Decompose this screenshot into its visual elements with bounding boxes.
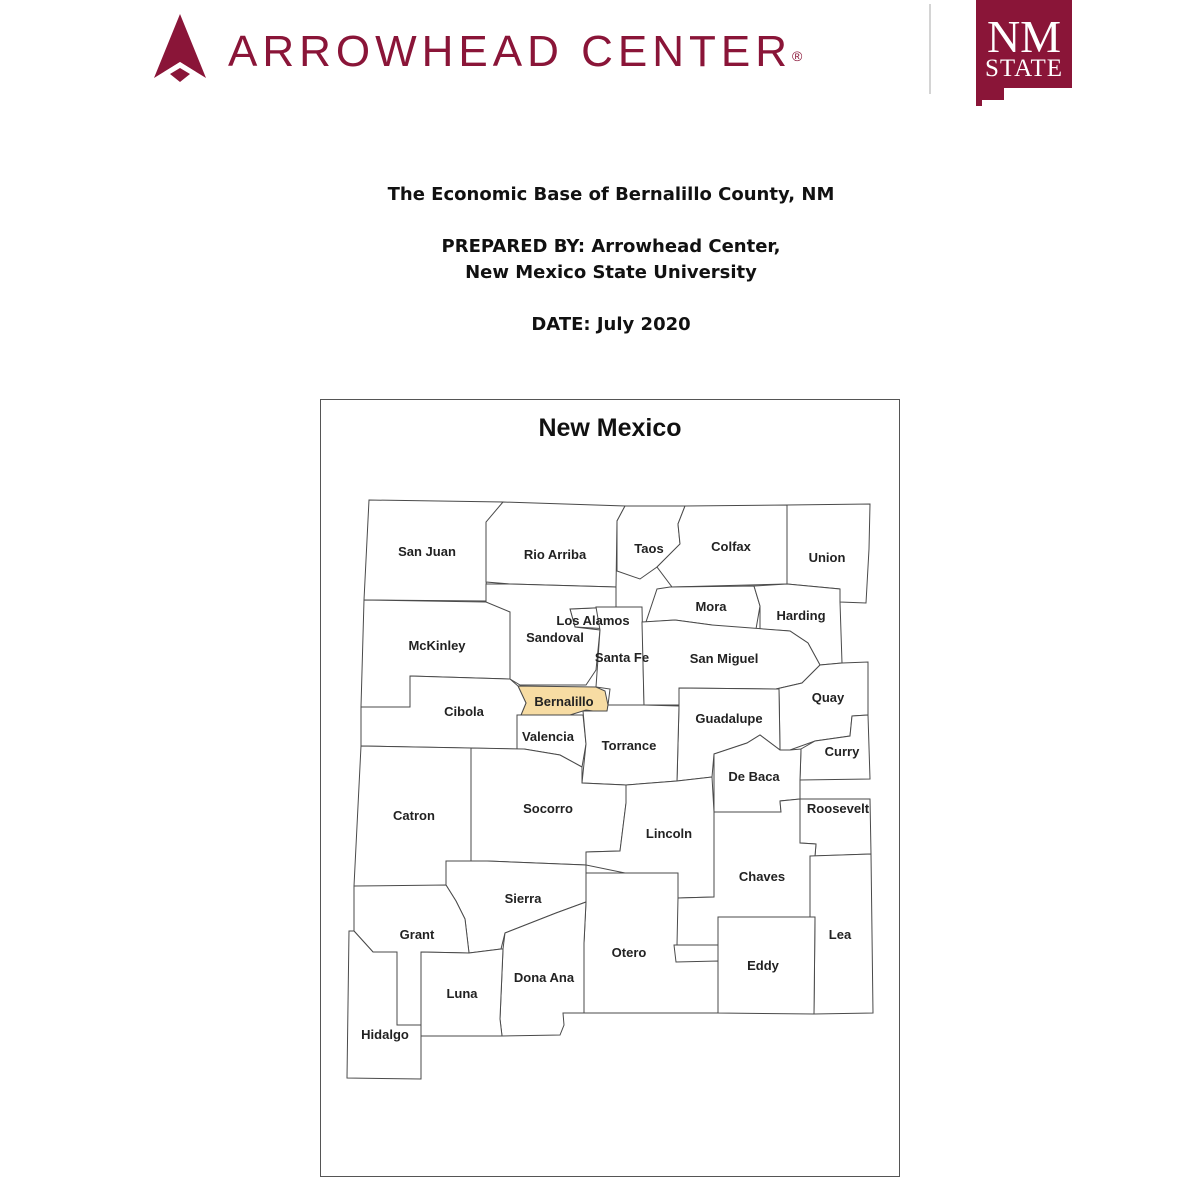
county-label: Sandoval [526, 630, 584, 645]
county-label: Cibola [444, 704, 484, 719]
county-label: San Juan [398, 544, 456, 559]
county-label: Eddy [747, 958, 779, 973]
county-label: Sierra [504, 891, 542, 906]
county-label: Union [808, 550, 846, 565]
prepared-by-line-1: PREPARED BY: Arrowhead Center, [441, 236, 781, 257]
county-label: Roosevelt [806, 801, 870, 816]
nm-state-logo-line1: NM [986, 11, 1062, 62]
nm-state-logo-line2: STATE [985, 55, 1063, 82]
header-divider [929, 4, 931, 94]
document-date: DATE: July 2020 [531, 314, 691, 335]
county-label: Lea [828, 927, 852, 942]
county-label: Guadalupe [695, 711, 763, 726]
county-label: De Baca [728, 769, 780, 784]
county-label: San Miguel [689, 651, 759, 666]
county-label: Rio Arriba [523, 547, 587, 562]
county-label: Santa Fe [594, 650, 650, 665]
county-label: Chaves [738, 869, 786, 884]
county-label-bernalillo: Bernalillo [534, 694, 594, 709]
county-label: Los Alamos [556, 613, 630, 628]
county-label: Lincoln [645, 826, 693, 841]
county-label: Quay [811, 690, 845, 705]
page-header [0, 0, 1200, 120]
county-label: Catron [393, 808, 435, 823]
county-rio-arriba [486, 502, 625, 587]
county-label: Hidalgo [361, 1027, 409, 1042]
county-label: Grant [399, 927, 435, 942]
county-label: Otero [611, 945, 647, 960]
brand-name: ARROWHEAD CENTER® [228, 27, 803, 76]
county-label: Taos [634, 541, 664, 556]
new-mexico-county-map [320, 399, 900, 1177]
document-title: The Economic Base of Bernalillo County, NM [387, 184, 835, 205]
county-label: McKinley [408, 638, 466, 653]
arrowhead-logo-icon [150, 12, 210, 84]
document-title-block [0, 180, 1200, 338]
prepared-by-line-2: New Mexico State University [465, 262, 757, 283]
county-label: Luna [446, 986, 478, 1001]
county-label: Dona Ana [513, 970, 575, 985]
county-label: Curry [824, 744, 860, 759]
county-label: Mora [695, 599, 727, 614]
county-label: Socorro [523, 801, 573, 816]
map-title: New Mexico [538, 414, 682, 442]
county-label: Valencia [521, 729, 575, 744]
nm-state-logo [976, 0, 1072, 106]
county-label: Colfax [711, 539, 751, 554]
county-label: Torrance [601, 738, 657, 753]
county-label: Harding [776, 608, 826, 623]
